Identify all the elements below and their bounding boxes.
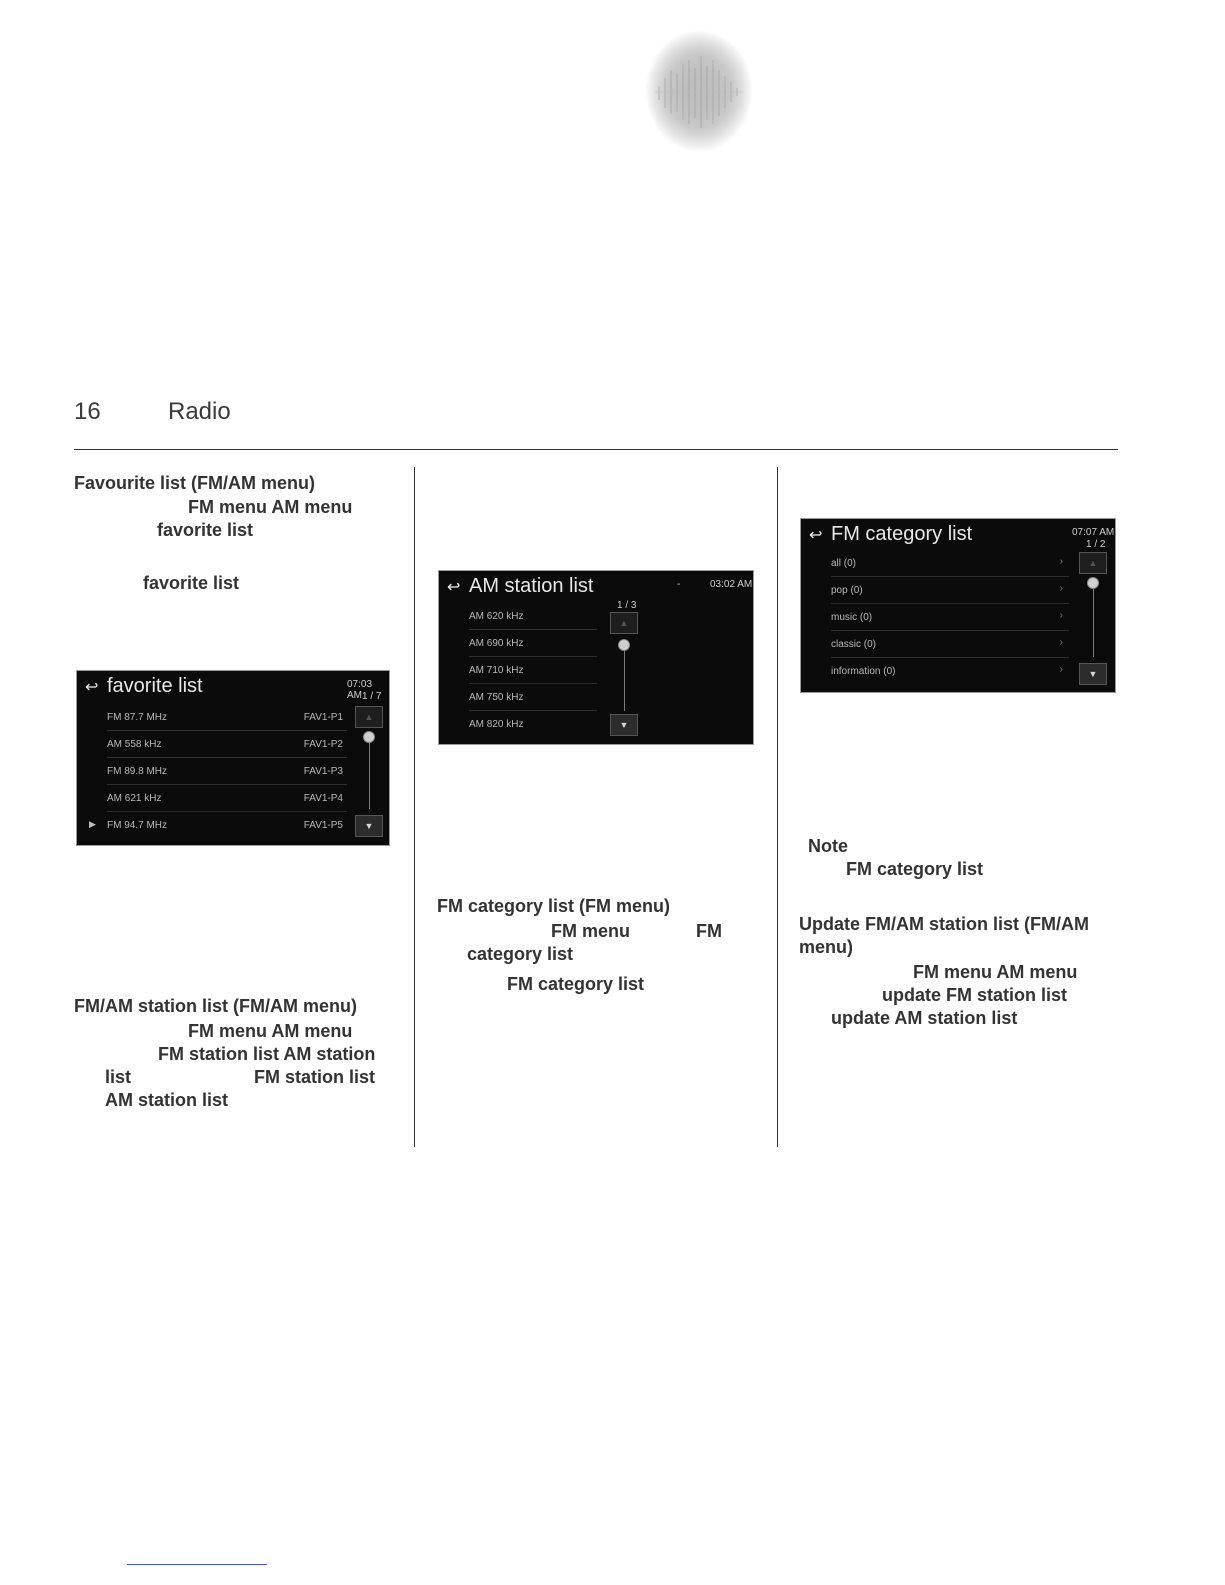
- note-item-ref: FM category list: [846, 859, 984, 879]
- scroll-down-button[interactable]: ▼: [355, 815, 383, 837]
- scrollbar-track[interactable]: [624, 643, 625, 711]
- station-label: AM 750 kHz: [469, 692, 524, 703]
- back-arrow-icon[interactable]: ↩: [447, 579, 461, 596]
- screen-title: FM category list: [831, 523, 973, 545]
- category-label: all (0): [831, 558, 857, 569]
- update-heading-line-a: Update FM/AM station list (FM/AM: [799, 914, 1089, 934]
- cat-fm-ref: FM: [696, 921, 722, 941]
- cat-list-ref: category list: [467, 944, 574, 964]
- scrollbar-thumb[interactable]: [1087, 577, 1099, 589]
- category-label: music (0): [831, 612, 873, 623]
- station-label: FM 87.7 MHz: [107, 712, 168, 723]
- update-heading-line-b: menu): [799, 937, 853, 957]
- favorite-list-screen: [76, 670, 390, 846]
- station-label: AM 558 kHz: [107, 739, 162, 750]
- list-item[interactable]: [107, 758, 347, 785]
- station-label: AM 820 kHz: [469, 719, 524, 730]
- scroll-up-button[interactable]: ▲: [1079, 552, 1107, 574]
- selected-marker-icon: ▶: [89, 819, 96, 829]
- station-items-line-b: list: [105, 1067, 132, 1087]
- separator: -: [677, 579, 681, 590]
- chevron-right-icon: ›: [1059, 664, 1063, 675]
- fav-menu-paths: FM menu AM menu: [188, 497, 353, 517]
- station-menu-paths: FM menu AM menu: [188, 1021, 353, 1041]
- header-divider: [74, 449, 1118, 450]
- chevron-right-icon: ›: [1059, 556, 1063, 567]
- category-label: pop (0): [831, 585, 863, 596]
- screen-title: AM station list: [469, 575, 594, 597]
- scroll-up-button[interactable]: ▲: [355, 706, 383, 728]
- list-item[interactable]: [107, 731, 347, 758]
- section-title: Radio: [168, 398, 231, 425]
- station-label: AM 620 kHz: [469, 611, 524, 622]
- scrollbar-track[interactable]: [369, 733, 370, 809]
- note-label: Note: [808, 836, 848, 856]
- preset-label: FAV1-P3: [303, 766, 343, 777]
- list-item[interactable]: [831, 604, 1069, 631]
- clock: 07:07 AM: [1072, 527, 1115, 538]
- station-label: AM 710 kHz: [469, 665, 524, 676]
- fm-category-list-screen: [800, 518, 1116, 693]
- station-label: FM 89.8 MHz: [107, 766, 168, 777]
- chevron-right-icon: ›: [1059, 583, 1063, 594]
- scrollbar-thumb[interactable]: [363, 731, 375, 743]
- category-label: classic (0): [831, 639, 877, 650]
- chevron-right-icon: ›: [1059, 637, 1063, 648]
- am-station-list-screen: [438, 570, 754, 745]
- scroll-down-button[interactable]: ▼: [1079, 663, 1107, 685]
- fav-item-ref-2: favorite list: [143, 573, 240, 593]
- favourite-list-heading: Favourite list (FM/AM menu): [74, 473, 316, 493]
- clock: 03:02 AM: [710, 579, 753, 590]
- scroll-down-button[interactable]: ▼: [610, 714, 638, 736]
- station-list-heading: FM/AM station list (FM/AM menu): [74, 996, 357, 1016]
- scrollbar-track[interactable]: [1093, 583, 1094, 657]
- station-items-line-a: FM station list AM station: [158, 1044, 376, 1064]
- list-item[interactable]: [107, 785, 347, 812]
- list-item[interactable]: [831, 577, 1069, 604]
- update-am-ref: update AM station list: [831, 1008, 1018, 1028]
- page-number: 16: [74, 398, 101, 425]
- station-items-line-c: FM station list: [254, 1067, 375, 1087]
- list-item[interactable]: [469, 684, 597, 711]
- preset-label: FAV1-P1: [303, 712, 343, 723]
- back-arrow-icon[interactable]: ↩: [85, 679, 99, 696]
- list-item[interactable]: [469, 630, 597, 657]
- list-item[interactable]: [831, 631, 1069, 658]
- station-label: AM 621 kHz: [107, 793, 162, 804]
- page-indicator: 1 / 2: [1086, 539, 1106, 550]
- cat-item-ref: FM category list: [507, 974, 645, 994]
- update-menu-paths: FM menu AM menu: [913, 962, 1078, 982]
- station-items-line-d: AM station list: [105, 1090, 229, 1110]
- screen-title: favorite list: [107, 675, 203, 697]
- column-divider-1: [414, 467, 415, 1147]
- page-indicator: 1 / 7: [362, 691, 382, 702]
- page-indicator: 1 / 3: [617, 600, 637, 611]
- list-item[interactable]: [107, 812, 347, 839]
- preset-label: FAV1-P5: [303, 820, 343, 831]
- radio-waveform-graphic: [645, 30, 753, 152]
- column-divider-2: [777, 467, 778, 1147]
- list-item[interactable]: [469, 657, 597, 684]
- clock: 07:03 AM: [347, 679, 373, 701]
- preset-label: FAV1-P2: [303, 739, 343, 750]
- list-item[interactable]: [469, 711, 597, 738]
- back-arrow-icon[interactable]: ↩: [809, 527, 823, 544]
- station-label: AM 690 kHz: [469, 638, 524, 649]
- update-fm-ref: update FM station list: [882, 985, 1068, 1005]
- list-item[interactable]: [469, 603, 597, 630]
- footer-link-underline: [127, 1564, 267, 1565]
- chevron-right-icon: ›: [1059, 610, 1063, 621]
- list-item[interactable]: [107, 704, 347, 731]
- category-label: information (0): [831, 666, 896, 677]
- list-item[interactable]: [831, 550, 1069, 577]
- station-label: FM 94.7 MHz: [107, 820, 168, 831]
- category-list-heading: FM category list (FM menu): [437, 896, 671, 916]
- preset-label: FAV1-P4: [303, 793, 343, 804]
- list-item[interactable]: [831, 658, 1069, 685]
- cat-menu-ref: FM menu: [551, 921, 630, 941]
- scroll-up-button[interactable]: ▲: [610, 612, 638, 634]
- fav-item-ref: favorite list: [157, 520, 254, 540]
- scrollbar-thumb[interactable]: [618, 639, 630, 651]
